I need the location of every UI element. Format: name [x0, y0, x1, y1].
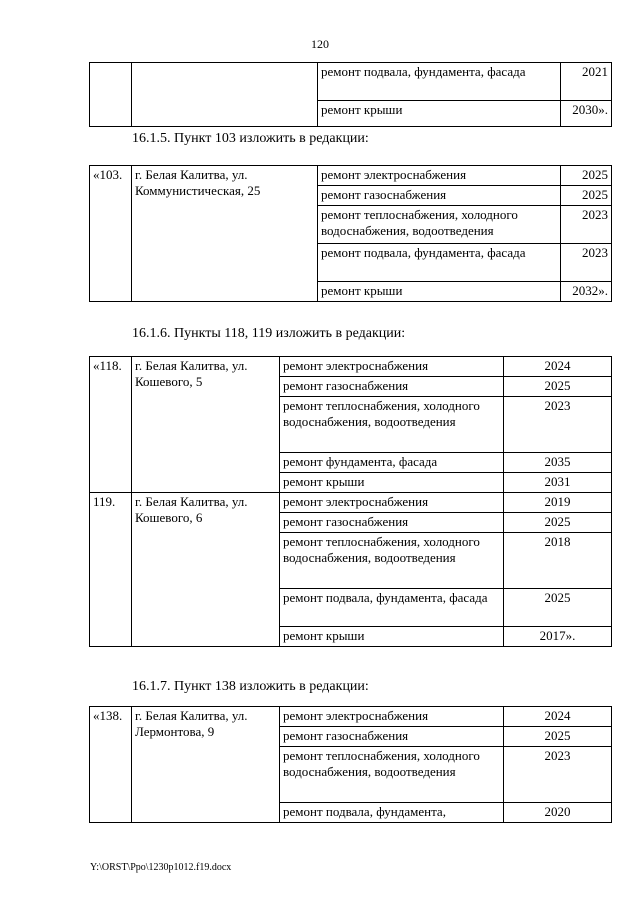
- work-cell: ремонт подвала, фундамента,: [280, 803, 504, 823]
- address-cell: г. Белая Калитва, ул. Коммунистическая, 25: [132, 166, 318, 302]
- address-cell: г. Белая Калитва, ул. Кошевого, 5: [132, 357, 280, 493]
- table-row: [90, 63, 612, 101]
- table-row: [90, 357, 612, 377]
- year-cell: 2025: [504, 513, 612, 533]
- items-118-119-table: [89, 356, 612, 647]
- work-cell: ремонт теплоснабжения, холодного водоснабжения, водоотведения: [318, 206, 561, 244]
- page-number: 120: [311, 37, 329, 51]
- work-cell: ремонт теплоснабжения, холодного водоснабжения, водоотведения: [280, 747, 504, 803]
- year-cell: 2025: [504, 589, 612, 627]
- year-cell: 2025: [504, 377, 612, 397]
- work-cell: ремонт теплоснабжения, холодного водоснабжения, водоотведения: [280, 533, 504, 589]
- year-cell: 2023: [504, 397, 612, 453]
- work-cell: ремонт подвала, фундамента, фасада: [318, 244, 561, 282]
- year-cell: 2020: [504, 803, 612, 823]
- work-cell: ремонт газоснабжения: [280, 727, 504, 747]
- work-cell: ремонт крыши: [280, 473, 504, 493]
- file-path-footer: Y:\ORST\Ppo\1230p1012.f19.docx: [90, 862, 232, 873]
- number-cell: [90, 63, 132, 127]
- item-103-table: [89, 165, 612, 302]
- year-cell: 2025: [561, 186, 612, 206]
- work-cell: ремонт крыши: [280, 627, 504, 647]
- year-cell: 2023: [561, 206, 612, 244]
- year-cell: 2032».: [561, 282, 612, 302]
- year-cell: 2018: [504, 533, 612, 589]
- work-cell: ремонт электроснабжения: [318, 166, 561, 186]
- year-cell: 2024: [504, 707, 612, 727]
- number-cell: 119.: [90, 493, 132, 647]
- work-cell: ремонт газоснабжения: [318, 186, 561, 206]
- table-row: [90, 493, 612, 513]
- work-cell: ремонт электроснабжения: [280, 357, 504, 377]
- year-cell: 2023: [504, 747, 612, 803]
- work-cell: ремонт крыши: [318, 282, 561, 302]
- work-cell: ремонт газоснабжения: [280, 377, 504, 397]
- year-cell: 2023: [561, 244, 612, 282]
- address-cell: г. Белая Калитва, ул. Лермонтова, 9: [132, 707, 280, 823]
- address-cell: [132, 63, 318, 127]
- work-cell: ремонт газоснабжения: [280, 513, 504, 533]
- work-cell: ремонт подвала, фундамента, фасада: [280, 589, 504, 627]
- year-cell: 2031: [504, 473, 612, 493]
- work-cell: ремонт фундамента, фасада: [280, 453, 504, 473]
- year-cell: 2030».: [561, 101, 612, 127]
- number-cell: «118.: [90, 357, 132, 493]
- work-cell: ремонт крыши: [318, 101, 561, 127]
- year-cell: 2024: [504, 357, 612, 377]
- section-heading-16-1-7: 16.1.7. Пункт 138 изложить в редакции:: [132, 679, 369, 694]
- item-138-table: [89, 706, 612, 823]
- year-cell: 2025: [561, 166, 612, 186]
- table-row: [90, 707, 612, 727]
- section-heading-16-1-6: 16.1.6. Пункты 118, 119 изложить в редакции:: [132, 326, 406, 341]
- address-cell: г. Белая Калитва, ул. Кошевого, 6: [132, 493, 280, 647]
- year-cell: 2017».: [504, 627, 612, 647]
- number-cell: «103.: [90, 166, 132, 302]
- year-cell: 2019: [504, 493, 612, 513]
- work-cell: ремонт электроснабжения: [280, 707, 504, 727]
- continuation-table: [89, 62, 612, 127]
- table-row: [90, 166, 612, 186]
- number-cell: «138.: [90, 707, 132, 823]
- section-heading-16-1-5: 16.1.5. Пункт 103 изложить в редакции:: [132, 131, 369, 146]
- work-cell: ремонт электроснабжения: [280, 493, 504, 513]
- work-cell: ремонт подвала, фундамента, фасада: [318, 63, 561, 101]
- year-cell: 2025: [504, 727, 612, 747]
- year-cell: 2035: [504, 453, 612, 473]
- year-cell: 2021: [561, 63, 612, 101]
- work-cell: ремонт теплоснабжения, холодного водоснабжения, водоотведения: [280, 397, 504, 453]
